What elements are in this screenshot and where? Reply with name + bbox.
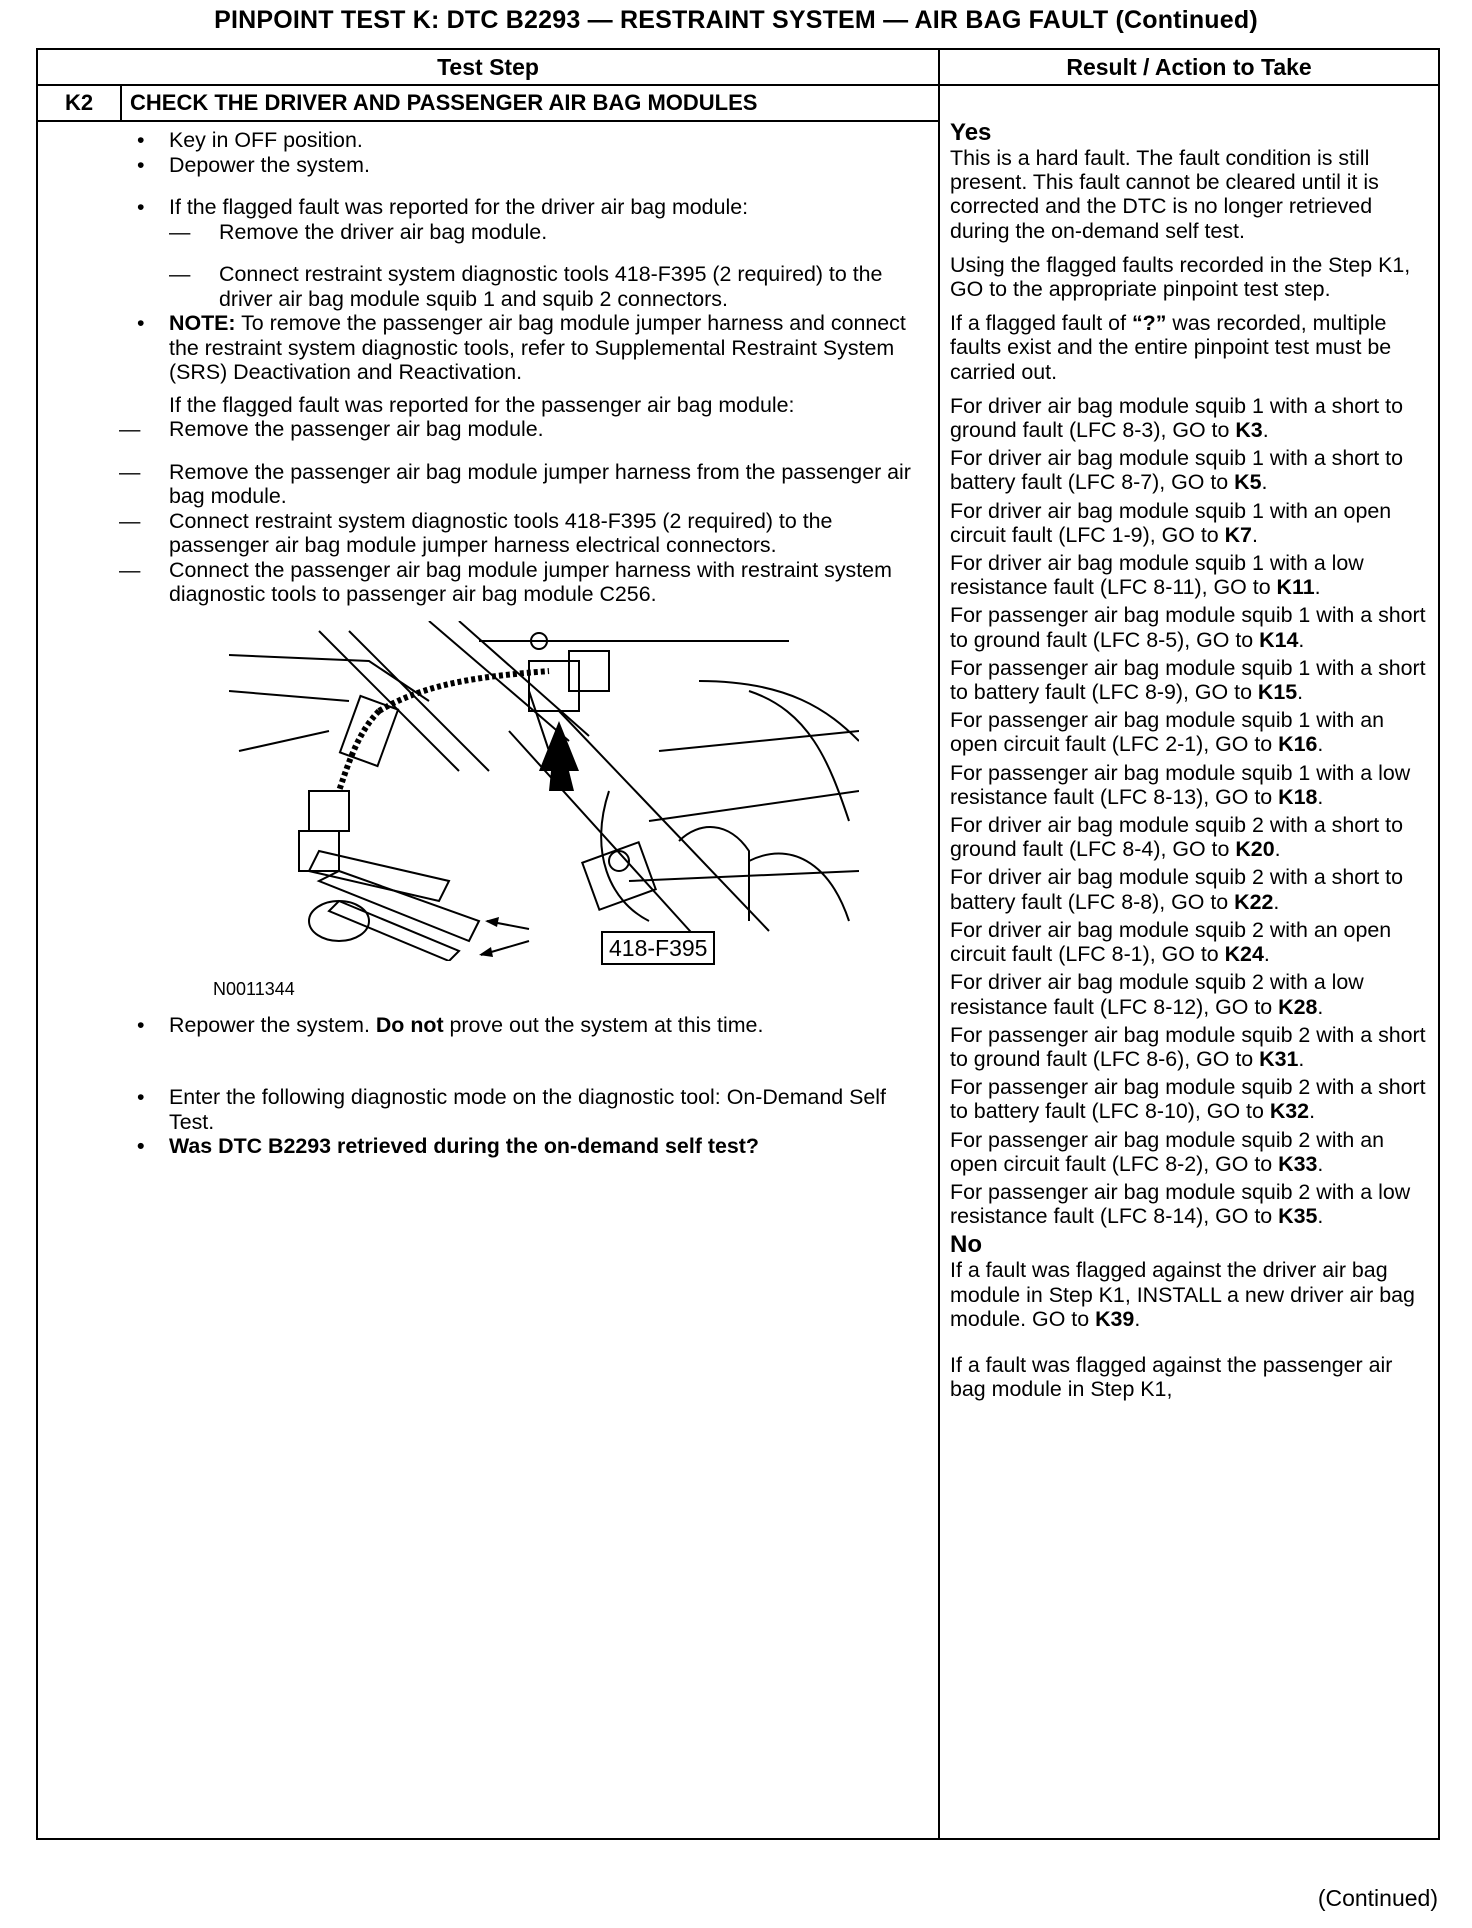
goto-step: K22 (1234, 889, 1274, 914)
text: . (1298, 627, 1305, 652)
text: Connect the passenger air bag module jumper harness with restraint system diagnostic tools to passenger air bag module C256. (169, 557, 892, 606)
goto-step: K14 (1259, 627, 1299, 652)
text: Enter the following diagnostic mode on the diagnostic tool: On-Demand Self Test. (169, 1085, 887, 1134)
yes-label: Yes (950, 119, 992, 146)
text: If a flagged fault of (950, 311, 1132, 336)
yes-paragraph-3 (950, 311, 1430, 384)
goto-step: K5 (1234, 470, 1262, 495)
text: . (1317, 1151, 1324, 1176)
fault-item (950, 394, 1430, 442)
text: Key in OFF position. (169, 128, 363, 152)
note-label: NOTE: (169, 311, 236, 335)
fault-items (950, 394, 1430, 1229)
yes-paragraph: This is a hard fault. The fault condition is still present. This fault cannot be cleared until it is corrected and the DTC is no longer retrieved during the on-demand self test. (950, 146, 1379, 243)
text: . (1314, 575, 1321, 600)
continued-label: (Continued) (1317, 1885, 1438, 1911)
fault-item (950, 499, 1430, 547)
result-cell (939, 85, 1439, 1839)
text: Connect restraint system diagnostic tools 418-F395 (2 required) to the passenger air bag module jumper harness electrical connectors. (169, 508, 833, 557)
step-id: K2 (37, 85, 121, 121)
text: For driver air bag module squib 1 with an open circuit fault (LFC 1-9), GO to (950, 498, 1392, 547)
text: Remove the driver air bag module. (219, 219, 548, 244)
goto-step: K18 (1278, 784, 1318, 809)
figure-id: N0011344 (213, 978, 295, 999)
fault-item (950, 551, 1430, 599)
substep-item: — Connect the passenger air bag module jumper harness with restraint system diagnostic tools to passenger air bag module C256. (119, 557, 892, 606)
text: For passenger air bag module squib 1 with an open circuit fault (LFC 2-1), GO to (950, 708, 1385, 757)
text: Depower the system. (169, 152, 370, 177)
text: For driver air bag module squib 2 with a short to ground fault (LFC 8-4), GO to (950, 813, 1403, 862)
goto-step: K28 (1278, 994, 1318, 1019)
goto-step: K20 (1235, 837, 1275, 862)
substep-item: — Remove the driver air bag module. (169, 219, 548, 244)
substep-item: — Remove the passenger air bag module. (119, 417, 544, 441)
text: For driver air bag module squib 1 with a short to ground fault (LFC 8-3), GO to (950, 393, 1403, 443)
fault-item (950, 1023, 1430, 1071)
step-item: • Key in OFF position. (137, 128, 363, 152)
fault-item (950, 761, 1430, 809)
goto-step: K33 (1278, 1151, 1318, 1176)
text: For driver air bag module squib 1 with a short to battery fault (LFC 8-7), GO to (950, 446, 1403, 495)
step-item: • Depower the system. (137, 152, 370, 177)
substep-item: — Connect restraint system diagnostic tools 418-F395 (2 required) to the driver air bag module squib 1 and squib 2 connectors. (169, 262, 883, 311)
step-item: • Was DTC B2293 retrieved during the on-demand self test? (137, 1134, 759, 1158)
substep-item: — Remove the passenger air bag module jumper harness from the passenger air bag module. (119, 459, 911, 508)
text: For driver air bag module squib 2 with a short to battery fault (LFC 8-8), GO to (950, 865, 1403, 914)
text: If the flagged fault was reported for the passenger air bag module: (169, 392, 795, 417)
text: Remove the passenger air bag module jumper harness from the passenger air bag module. (169, 459, 911, 508)
text: . (1273, 889, 1280, 914)
tool-callout: 418-F395 (601, 931, 715, 965)
step-item: • Repower the system. Do not prove out the system at this time. (137, 1012, 764, 1037)
no-paragraph (950, 1258, 1430, 1331)
fault-item (950, 918, 1430, 966)
text: . (1251, 522, 1258, 547)
goto-step: K31 (1259, 1046, 1299, 1071)
goto-step: K3 (1235, 418, 1263, 443)
step-title: CHECK THE DRIVER AND PASSENGER AIR BAG MODULES (121, 85, 939, 121)
yes-paragraph-2: Using the flagged faults recorded in the Step K1, GO to the appropriate pinpoint test step. (950, 252, 1411, 302)
text: For passenger air bag module squib 1 with a short to ground fault (LFC 8-5), GO to (950, 603, 1426, 652)
text: For driver air bag module squib 1 with a low resistance fault (LFC 8-11), GO to (950, 551, 1364, 600)
goto-step: K7 (1224, 522, 1252, 547)
text: . (1298, 1046, 1305, 1071)
text: For driver air bag module squib 2 with an open circuit fault (LFC 8-1), GO to (950, 917, 1392, 967)
step-body (121, 121, 939, 1839)
text: . (1274, 837, 1281, 862)
no-label: No (950, 1231, 983, 1259)
text: For passenger air bag module squib 2 with a low resistance fault (LFC 8-14), GO to (950, 1179, 1411, 1229)
text: . (1297, 680, 1304, 705)
page-title: PINPOINT TEST K: DTC B2293 — RESTRAINT SYSTEM — AIR BAG FAULT (Continued) (214, 6, 1258, 34)
text: . (1309, 1099, 1316, 1124)
text: To remove the passenger air bag module jumper harness and connect the restraint system diagnostic tools, refer to Supplemental Restraint System (SRS) Deactivation and Reactivation. (169, 311, 906, 384)
text: was recorded, multiple faults exist and the entire pinpoint test must be carried out. (950, 311, 1392, 384)
fault-item (950, 603, 1430, 651)
goto-step: K24 (1224, 942, 1264, 967)
text: . (1263, 942, 1270, 967)
step-item: • NOTE: To remove the passenger air bag module jumper harness and connect the restraint system diagnostic tools, refer to Supplemental Restraint System (SRS) Deactivation and Reactivation. If the flagged fault was reported for the passenger air bag module: — Remove the passenger air bag module. — Remove the passenger air bag module jumper harness from the passenger air bag module. — Connect restraint system diagnostic tools 418-F395 (2 required) to the passenger air bag module jumper harness electrical connectors. — Connect the passenger air bag module jumper harness with restraint system diagnostic tools to passenger air bag module C256. (131, 311, 928, 607)
text: . (1134, 1306, 1141, 1331)
result-content (940, 86, 1438, 1401)
goto-step: K35 (1278, 1204, 1318, 1229)
text: . (1261, 470, 1268, 495)
result-header: Result / Action to Take (939, 49, 1439, 85)
fault-item (950, 446, 1430, 494)
connector-illustration (213, 621, 859, 999)
text: For passenger air bag module squib 2 with a short to ground fault (LFC 8-6), GO to (950, 1022, 1426, 1071)
fault-item (950, 656, 1430, 704)
text: For passenger air bag module squib 1 with a low resistance fault (LFC 8-13), GO to (950, 760, 1411, 809)
fault-item (950, 865, 1430, 913)
text: . (1317, 1204, 1324, 1229)
fault-item (950, 970, 1430, 1018)
step-item: • Enter the following diagnostic mode on the diagnostic tool: On-Demand Self Test. (137, 1085, 887, 1134)
text: . (1262, 418, 1269, 443)
text: If the flagged fault was reported for the driver air bag module: (169, 195, 749, 219)
fault-item (950, 1075, 1430, 1123)
goto-step: K15 (1257, 680, 1298, 705)
harness-drawing (229, 621, 859, 961)
text: . (1317, 784, 1324, 809)
test-step-header: Test Step (37, 49, 939, 85)
text: For passenger air bag module squib 2 with a short to battery fault (LFC 8-10), GO to (950, 1075, 1426, 1124)
pinpoint-test-table (36, 48, 1440, 1840)
text: Repower the system. (169, 1012, 376, 1037)
text: For passenger air bag module squib 1 with a short to battery fault (LFC 8-9), GO to (950, 655, 1426, 705)
text: . (1317, 732, 1324, 757)
text: Remove the passenger air bag module. (169, 417, 544, 441)
question-mark: “?” (1131, 311, 1167, 336)
emphasis: Do not (375, 1012, 444, 1037)
question: Was DTC B2293 retrieved during the on-demand self test? (169, 1134, 759, 1158)
fault-item (950, 1180, 1430, 1228)
goto-step: K39 (1095, 1306, 1135, 1331)
text: For passenger air bag module squib 2 with an open circuit fault (LFC 8-2), GO to (950, 1127, 1385, 1176)
goto-step: K11 (1276, 575, 1315, 600)
text: . (1317, 994, 1324, 1019)
text: If a fault was flagged against the driver air bag module in Step K1, INSTALL a new driver air bag module. GO to (950, 1258, 1415, 1331)
fault-item (950, 708, 1430, 756)
text: For driver air bag module squib 2 with a low resistance fault (LFC 8-12), GO to (950, 970, 1364, 1019)
substep-item: — Connect restraint system diagnostic tools 418-F395 (2 required) to the passenger air bag module jumper harness electrical connectors. (119, 508, 833, 557)
text: Connect restraint system diagnostic tools 418-F395 (2 required) to the driver air bag module squib 1 and squib 2 connectors. (219, 262, 883, 311)
fault-item (950, 1128, 1430, 1176)
goto-step: K16 (1278, 732, 1318, 757)
fault-item (950, 813, 1430, 861)
step-item: • If the flagged fault was reported for the driver air bag module: — Remove the driver air bag module. — Connect restraint system diagnostic tools 418-F395 (2 required) to the driver air bag module squib 1 and squib 2 connectors. (131, 195, 928, 311)
text: prove out the system at this time. (443, 1012, 764, 1037)
goto-step: K32 (1269, 1099, 1310, 1124)
step-id-blank (37, 121, 121, 1839)
no-paragraph-2: If a fault was flagged against the passenger air bag module in Step K1, (950, 1352, 1393, 1402)
